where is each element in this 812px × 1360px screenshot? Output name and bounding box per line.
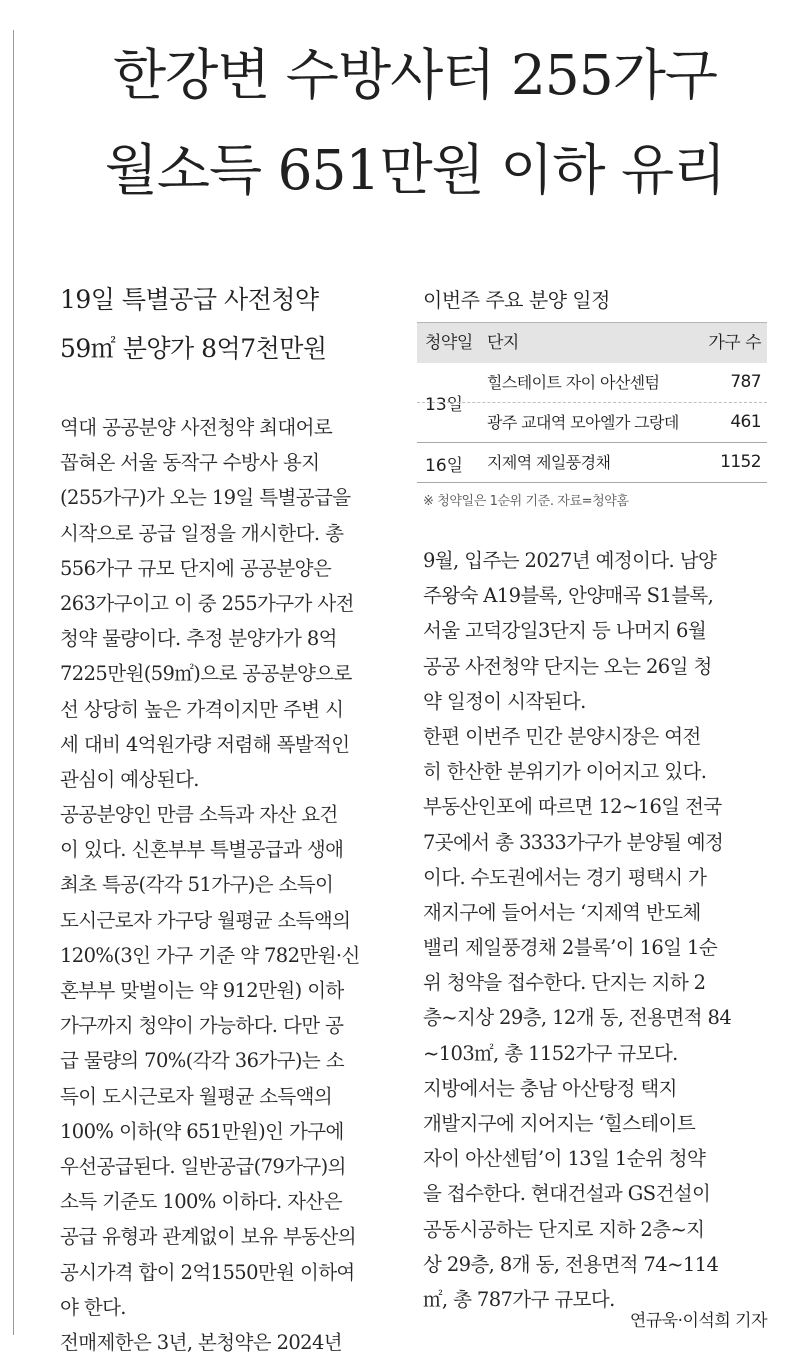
- schedule-unit-count: 1152: [720, 452, 761, 472]
- headline-line-2: 월소득 651만원 이하 유리: [104, 138, 726, 202]
- text-line: 100% 이하(약 651만원)인 가구에: [60, 1119, 344, 1143]
- text-line: 득이 도시근로자 월평균 소득액의: [60, 1084, 333, 1108]
- schedule-body: [417, 363, 767, 483]
- schedule-note: ※ 청약일은 1순위 기준. 자료=청약홈: [423, 494, 629, 509]
- subheadline-line-1: 19일 특별공급 사전청약: [60, 285, 319, 314]
- text-line: 야 한다.: [60, 1295, 126, 1319]
- text-line: 약 일정이 시작된다.: [423, 689, 586, 713]
- schedule-date: 16일: [425, 455, 464, 476]
- text-line: 역대 공공분양 사전청약 최대어로: [60, 416, 333, 439]
- text-line: 층~지상 29층, 12개 동, 전용면적 84: [423, 1006, 732, 1030]
- schedule-complex-name: 지제역 제일풍경채: [487, 453, 611, 472]
- text-line: 혼부부 맞벌이는 약 912만원) 이하: [60, 979, 344, 1002]
- text-line: 공급 유형과 관계없이 보유 부동산의: [60, 1225, 356, 1249]
- text-line: 밸리 제일풍경채 2블록’이 16일 1순: [423, 936, 718, 960]
- text-line: 꼽혀온 서울 동작구 수방사 용지: [60, 451, 320, 475]
- article-body-left-column: [60, 410, 392, 1360]
- text-line: 재지구에 들어서는 ‘지제역 반도체: [423, 900, 701, 924]
- schedule-title: 이번주 주요 분양 일정: [423, 288, 610, 312]
- text-line: 공공 사전청약 단지는 오는 26일 청: [423, 654, 712, 678]
- schedule-row: [417, 403, 767, 442]
- text-line: 7곳에서 총 3333가구가 분양될 예정: [423, 830, 724, 854]
- schedule-row: [417, 363, 767, 403]
- text-line: 청약 물량이다. 추정 분양가가 8억: [60, 627, 337, 651]
- text-line: 지방에서는 충남 아산탕정 택지: [423, 1076, 677, 1100]
- header-count: 가구 수: [708, 333, 761, 353]
- schedule-table: [417, 322, 767, 483]
- text-line: 공공분양인 만큼 소득과 자산 요건: [60, 803, 338, 827]
- text-line: 주왕숙 A19블록, 안양매곡 S1블록,: [423, 584, 714, 608]
- text-line: 소득 기준도 100% 이하다. 자산은: [60, 1190, 342, 1214]
- text-line: 120%(3인 가구 기준 약 782만원·신: [60, 943, 360, 967]
- text-line: 급 물량의 70%(각각 36가구)는 소: [60, 1049, 344, 1073]
- header-name: 단지: [487, 333, 519, 353]
- schedule-date: 13일: [425, 395, 464, 415]
- column-rule: [13, 30, 14, 1335]
- text-line: 관심이 예상된다.: [60, 767, 199, 791]
- text-line: 세 대비 4억원가량 저렴해 폭발적인: [60, 732, 350, 756]
- subheadline-line-2: 59㎡ 분양가 8억7천만원: [60, 334, 327, 363]
- text-line: 시작으로 공급 일정을 개시한다. 총: [60, 521, 344, 545]
- schedule-unit-count: 461: [730, 412, 761, 432]
- text-line: 도시근로자 가구당 월평균 소득액의: [60, 908, 351, 932]
- text-line: 이 있다. 신혼부부 특별공급과 생애: [60, 838, 344, 862]
- text-line: 최초 특공(각각 51가구)은 소득이: [60, 873, 334, 897]
- schedule-header-row: [417, 322, 767, 363]
- text-line: 가구까지 청약이 가능하다. 다만 공: [60, 1014, 344, 1038]
- text-line: 이다. 수도권에서는 경기 평택시 가: [423, 865, 707, 889]
- text-line: 556가구 규모 단지에 공공분양은: [60, 556, 332, 580]
- byline: 연규욱·이석희 기자: [629, 1311, 767, 1331]
- schedule-group: [417, 363, 767, 443]
- text-line: 상 29층, 8개 동, 전용면적 74~114: [423, 1252, 719, 1276]
- text-line: 263가구이고 이 중 255가구가 사전: [60, 591, 354, 615]
- text-line: 위 청약을 접수한다. 단지는 지하 2: [423, 971, 706, 995]
- text-line: 히 한산한 분위기가 이어지고 있다.: [423, 760, 707, 784]
- text-line: ㎡, 총 787가구 규모다.: [423, 1287, 615, 1311]
- article-body-right-column: [423, 543, 767, 1317]
- text-line: 서울 고덕강일3단지 등 나머지 6월: [423, 619, 707, 643]
- schedule-complex-name: 광주 교대역 모아엘가 그랑데: [487, 413, 679, 432]
- text-line: 개발지구에 지어지는 ‘힐스테이트: [423, 1112, 696, 1135]
- text-line: 부동산인포에 따르면 12~16일 전국: [423, 795, 722, 819]
- header-date: 청약일: [425, 333, 473, 353]
- headline-line-1: 한강변 수방사터 255가구: [112, 43, 718, 107]
- text-line: 전매제한은 3년, 본청약은 2024년: [60, 1330, 343, 1354]
- text-line: 공동시공하는 단지로 지하 2층~지: [423, 1217, 705, 1241]
- schedule-row: [417, 443, 767, 482]
- text-line: 자이 아산센텀’이 13일 1순위 청약: [423, 1147, 706, 1171]
- text-line: 우선공급된다. 일반공급(79가구)의: [60, 1154, 346, 1178]
- text-line: ~103㎡, 총 1152가구 규모다.: [423, 1041, 678, 1065]
- schedule-unit-count: 787: [730, 372, 761, 392]
- text-line: 한편 이번주 민간 분양시장은 여전: [423, 724, 701, 748]
- schedule-group: [417, 443, 767, 483]
- text-line: (255가구)가 오는 19일 특별공급을: [60, 486, 351, 510]
- text-line: 9월, 입주는 2027년 예정이다. 남양: [423, 549, 717, 572]
- schedule-complex-name: 힐스테이트 자이 아산센텀: [487, 373, 660, 392]
- text-line: 공시가격 합이 2억1550만원 이하여: [60, 1260, 355, 1284]
- text-line: 선 상당히 높은 가격이지만 주변 시: [60, 697, 344, 721]
- text-line: 을 접수한다. 현대건설과 GS건설이: [423, 1182, 711, 1206]
- text-line: 7225만원(59㎡)으로 공공분양으로: [60, 662, 352, 686]
